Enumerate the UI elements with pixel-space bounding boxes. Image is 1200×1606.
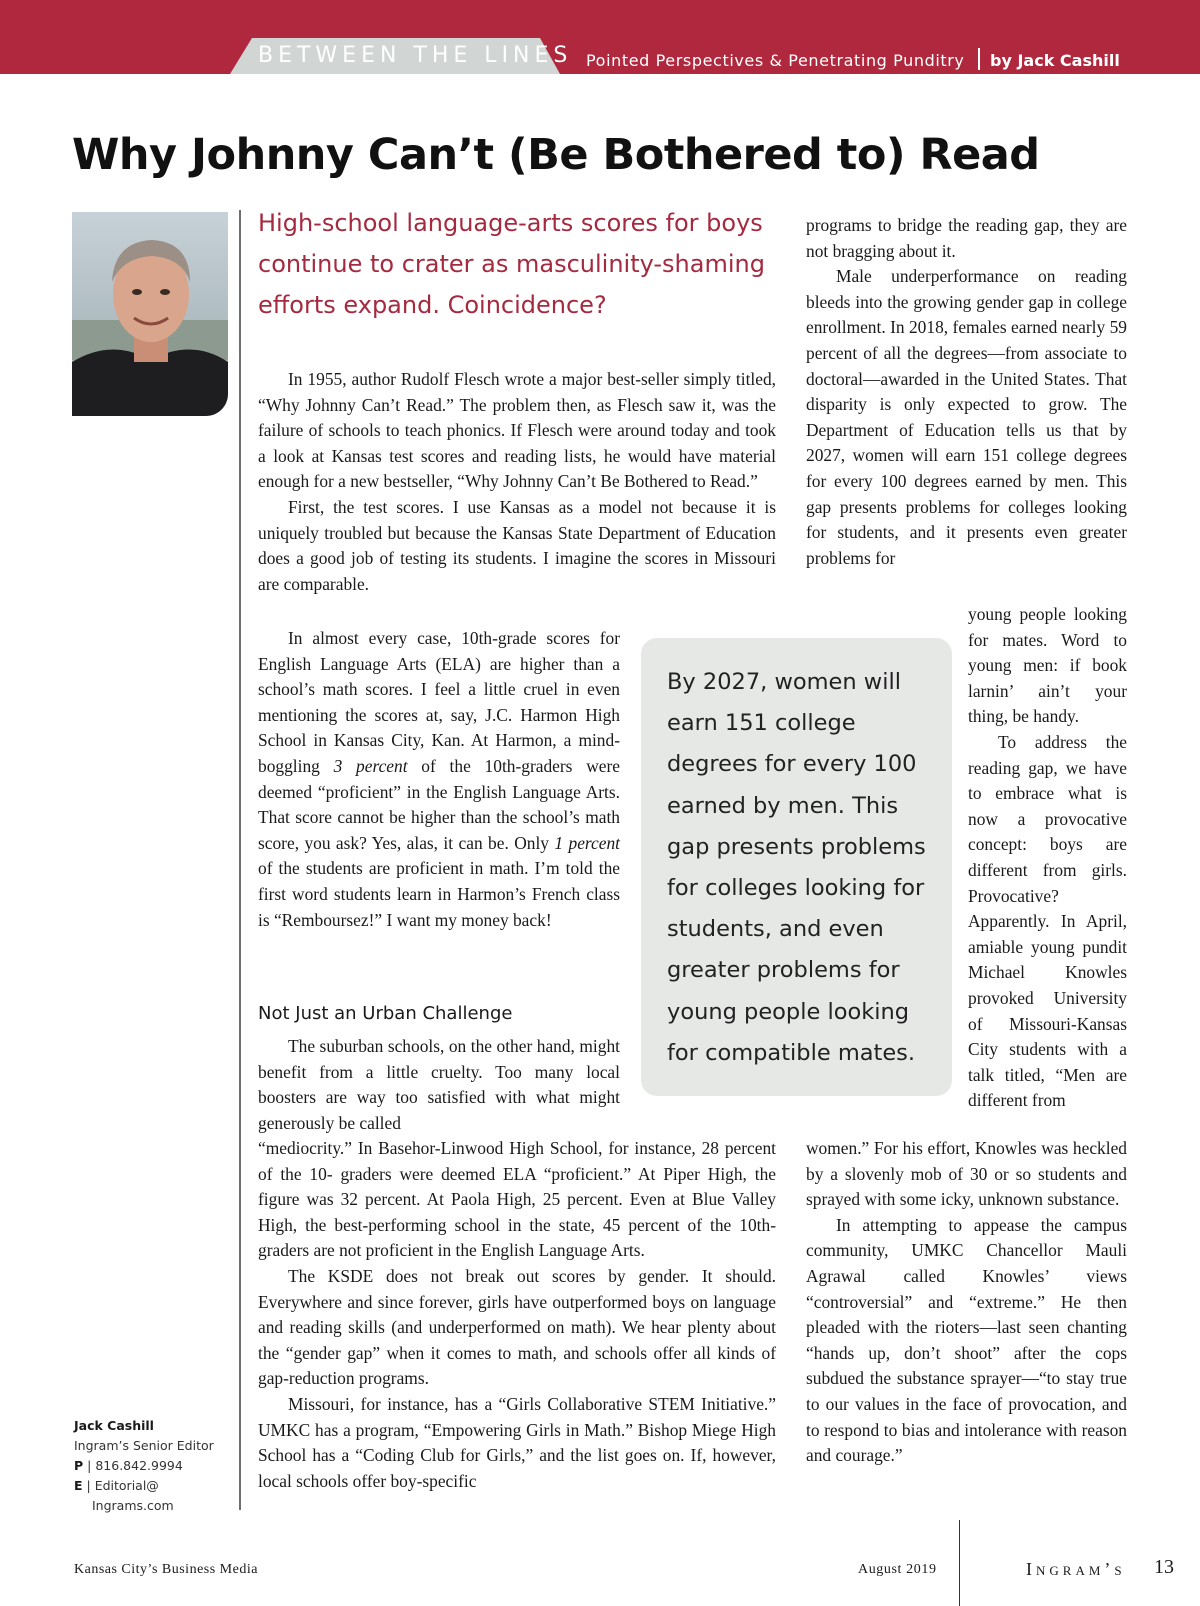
- pull-quote: By 2027, women will earn 151 college degrees for every 100 earned by men. This gap presents problems for colleges looking for students, and even greater problems for young people looking for compatible mates.: [641, 638, 952, 1096]
- phone-number: | 816.842.9994: [83, 1458, 183, 1473]
- author-email: [74, 1476, 234, 1496]
- body-column-1-top: [258, 367, 776, 597]
- emphasis: 3 percent: [333, 755, 408, 776]
- author-info: [74, 1416, 234, 1516]
- body-paragraph: The KSDE does not break out scores by gender. It should. Everywhere and since forever, girls have outperformed boys on language and reading skills (and underperformed on math). We hear plenty about the “gender gap” when it comes to math, and schools offer all kinds of gap-reduction programs.: [258, 1265, 776, 1389]
- author-photo: [72, 212, 228, 416]
- text-run: of the students are proficient in math. I’m told the first word students learn in Harmon’s French class is “Remboursez!” I want my money back!: [258, 858, 620, 930]
- email-label: E: [74, 1478, 83, 1493]
- section-name: BETWEEN THE LINES: [258, 43, 573, 68]
- body-paragraph: Missouri, for instance, has a “Girls Collaborative STEM Initiative.” UMKC has a program, “Empowering Girls in Math.” Bishop Miege High School has a “Coding Club for Girls,” and the list goes on. If, however, local schools offer boy-specific: [258, 1393, 776, 1491]
- article-headline: Why Johnny Can’t (Be Bothered to) Read: [72, 130, 1040, 180]
- body-paragraph: In 1955, author Rudolf Flesch wrote a major best-seller simply titled, “Why Johnny Can’t Read.” The problem then, as Flesch saw it, was the failure of schools to teach phonics. If Flesch were around today and took a look at Kansas test scores and reading lists, he would have material enough for a new bestseller, “Why Johnny Can’t Be Bothered to Read.”: [258, 369, 776, 492]
- header-divider: [978, 48, 980, 70]
- body-paragraph: The suburban schools, on the other hand, might benefit from a little cruelty. Too many local boosters are way too satisfied with what might generously be called: [258, 1036, 620, 1133]
- header-byline: by Jack Cashill: [990, 51, 1120, 70]
- body-column-1-middle: [258, 626, 620, 933]
- body-paragraph: [258, 626, 620, 933]
- body-paragraph: First, the test scores. I use Kansas as a model not because it is uniquely troubled but because the Kansas State Department of Education does a good job of testing its students. I imagine the scores in Missouri are comparable.: [258, 496, 776, 594]
- body-paragraph: women.” For his effort, Knowles was heckled by a slovenly mob of 30 or so students and sprayed with some icky, unknown substance.: [806, 1138, 1127, 1210]
- author-title: Ingram’s Senior Editor: [74, 1438, 214, 1453]
- email-address-part: Ingrams.com: [92, 1498, 174, 1513]
- text-run: of the 10th-graders were deemed “proficient” in the English Language Arts. That score cannot be higher than the school’s math score, you ask? Yes, alas, it can be. Only: [258, 755, 620, 853]
- body-paragraph: In attempting to appease the campus community, UMKC Chancellor Mauli Agrawal called Knowles’ views “controversial” and “extreme.” He then pleaded with the rioters—last seen chanting “hands up, don’t shoot” after the cops subdued the substance sprayer—“to stay true to our values in the face of provocation, and to respond to bias and intolerance with reason and courage.”: [806, 1214, 1127, 1466]
- section-subhead: Not Just an Urban Challenge: [258, 1003, 513, 1024]
- body-paragraph: To address the reading gap, we have to embrace what is now a provocative concept: boys are different from girls. Provocative? Apparently. In April, amiable young pundit Michael Knowles provoked University of Missouri-Kansas City students with a talk titled, “Men are different from: [968, 731, 1127, 1111]
- body-column-2-top: [806, 213, 1127, 571]
- emphasis: 1 percent: [554, 832, 621, 853]
- author-phone: [74, 1456, 234, 1476]
- email-address-part: | Editorial@: [82, 1478, 159, 1493]
- footer-divider: [959, 1520, 960, 1606]
- body-column-1-bottom: [258, 1136, 776, 1494]
- column-tagline: Pointed Perspectives & Penetrating Punditry: [586, 51, 965, 70]
- footer-magazine-name: Ingram’s: [1026, 1559, 1126, 1579]
- column-rule: [239, 210, 241, 1510]
- body-column-2-narrow: [968, 602, 1127, 1114]
- body-column-2-bottom: [806, 1136, 1127, 1469]
- author-name: Jack Cashill: [74, 1418, 154, 1433]
- article-deck: High-school language-arts scores for boys continue to crater as masculinity-shaming efforts expand. Coincidence?: [258, 209, 765, 319]
- phone-label: P: [74, 1458, 84, 1473]
- text-run: In almost every case, 10th-grade scores for English Language Arts (ELA) are higher than a school’s math scores. I feel a little cruel in even mentioning the scores at, say, J.C. Harmon High School in Kansas City, Kan. At Harmon, a mind-boggling: [258, 628, 620, 776]
- body-paragraph: “mediocrity.” In Basehor-Linwood High School, for instance, 28 percent of the 10- graders were deemed ELA “proficient.” At Piper High, the figure was 32 percent. At Paola High, 25 percent. Even at Blue Valley High, the best-performing school in the state, 45 percent of the 10th-graders are not proficient in the English Language Arts.: [258, 1138, 776, 1261]
- footer-publisher: Kansas City’s Business Media: [74, 1562, 258, 1577]
- body-paragraph: programs to bridge the reading gap, they are not bragging about it.: [806, 215, 1127, 261]
- page-number: 13: [1154, 1556, 1174, 1578]
- body-paragraph: young people looking for mates. Word to young men: if book larnin’ ain’t your thing, be handy.: [968, 604, 1127, 727]
- body-paragraph: Male underperformance on reading bleeds into the growing gender gap in college enrollment. In 2018, females earned nearly 59 percent of all the degrees—from associate to doctoral—awarded in the United States. That disparity is only expected to grow. The Department of Education tells us that by 2027, women will earn 151 college degrees for every 100 degrees earned by men. This gap presents problems for colleges looking for students, and it presents even greater problems for: [806, 266, 1127, 568]
- footer-date: August 2019: [858, 1562, 937, 1577]
- body-column-1-lower: [258, 1034, 620, 1136]
